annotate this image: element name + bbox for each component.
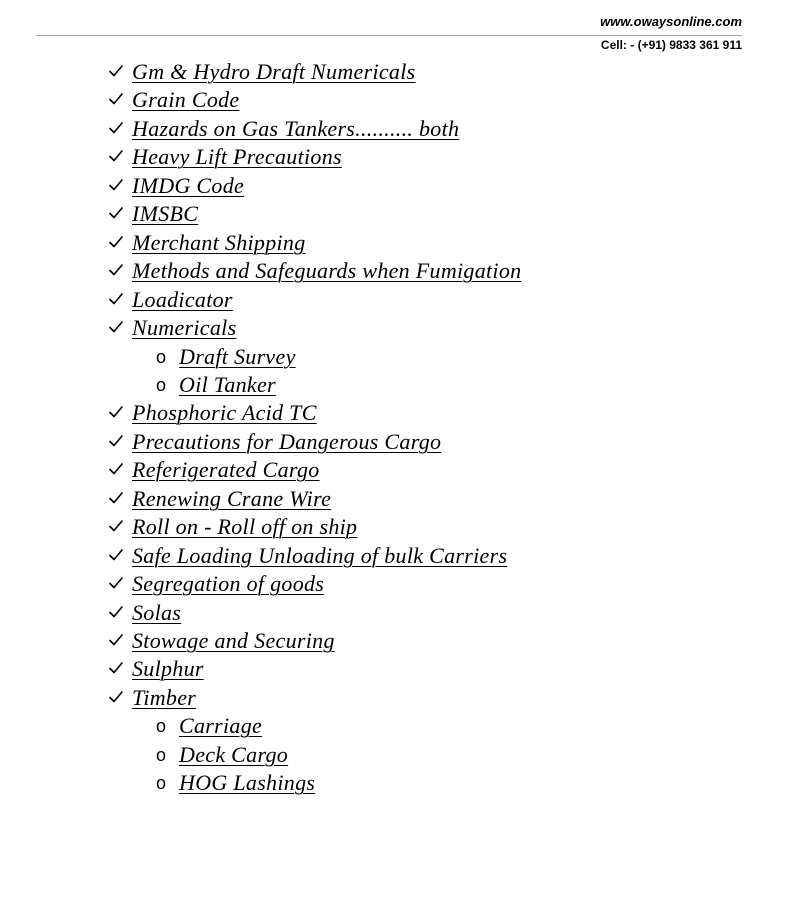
subtopic-link[interactable]: Carriage (179, 713, 263, 739)
topic-link[interactable]: Roll on - Roll off on ship (132, 514, 358, 540)
topic-link[interactable]: Stowage and Securing (132, 628, 335, 653)
circle-bullet-icon: o (156, 773, 167, 794)
checkmark-icon (108, 148, 124, 164)
header-divider (36, 35, 742, 36)
checkmark-icon (108, 490, 124, 506)
topic-link[interactable]: Solas (132, 599, 182, 625)
topic-link[interactable]: Methods and Safeguards when Fumigation (132, 258, 522, 284)
topic-link[interactable]: Numericals (132, 315, 237, 341)
circle-bullet-icon: o (156, 744, 167, 765)
checkmark-icon (108, 63, 124, 79)
topic-link[interactable]: IMSBC (132, 201, 199, 227)
topic-link[interactable]: Merchant Shipping (132, 229, 306, 255)
checkmark-icon (108, 604, 124, 620)
checkmark-icon (108, 433, 124, 449)
topic-link[interactable]: Safe Loading Unloading of bulk Carriers (132, 542, 508, 568)
header-website[interactable]: www.owaysonline.com (600, 14, 742, 29)
topic-link[interactable]: Phosphoric Acid TC (132, 400, 317, 426)
checkmark-icon (108, 319, 124, 335)
topic-link[interactable]: IMDG Code (132, 172, 245, 198)
topic-link[interactable]: Gm & Hydro Draft Numericals (132, 59, 416, 84)
checkmark-icon (108, 262, 124, 278)
circle-bullet-icon: o (156, 374, 167, 395)
checkmark-icon (108, 205, 124, 221)
checkmark-icon (108, 177, 124, 193)
subtopic-link[interactable]: Oil Tanker (179, 371, 276, 397)
header-cell-number: Cell: - (+91) 9833 361 911 (600, 38, 742, 52)
checkmark-icon (108, 91, 124, 107)
checkmark-icon (108, 547, 124, 563)
checkmark-icon (108, 404, 124, 420)
topic-link[interactable]: Loadicator (132, 286, 233, 312)
subtopic-link[interactable]: HOG Lashings (179, 770, 316, 796)
topic-link[interactable]: Heavy Lift Precautions (132, 144, 342, 170)
checkmark-icon (108, 518, 124, 534)
topic-link[interactable]: Timber (132, 684, 197, 710)
checkmark-icon (108, 575, 124, 591)
topic-link[interactable]: Grain Code (132, 87, 240, 113)
checkmark-icon (108, 234, 124, 250)
checkmark-icon (108, 660, 124, 676)
topic-link[interactable]: Hazards on Gas Tankers.......... both (132, 115, 460, 141)
circle-bullet-icon: o (156, 716, 167, 737)
topic-link[interactable]: Precautions for Dangerous Cargo (132, 428, 442, 454)
checkmark-icon (108, 632, 124, 648)
subtopic-link[interactable]: Draft Survey (179, 343, 296, 369)
checkmark-icon (108, 461, 124, 477)
checkmark-icon (108, 120, 124, 136)
circle-bullet-icon: o (156, 346, 167, 367)
checkmark-icon (108, 689, 124, 705)
topic-link[interactable]: Renewing Crane Wire (132, 485, 332, 511)
checkmark-icon (108, 291, 124, 307)
topic-link[interactable]: Sulphur (132, 656, 204, 682)
topic-link[interactable]: Segregation of goods (132, 571, 325, 597)
subtopic-link[interactable]: Deck Cargo (179, 741, 289, 767)
topic-link[interactable]: Referigerated Cargo (132, 457, 320, 483)
